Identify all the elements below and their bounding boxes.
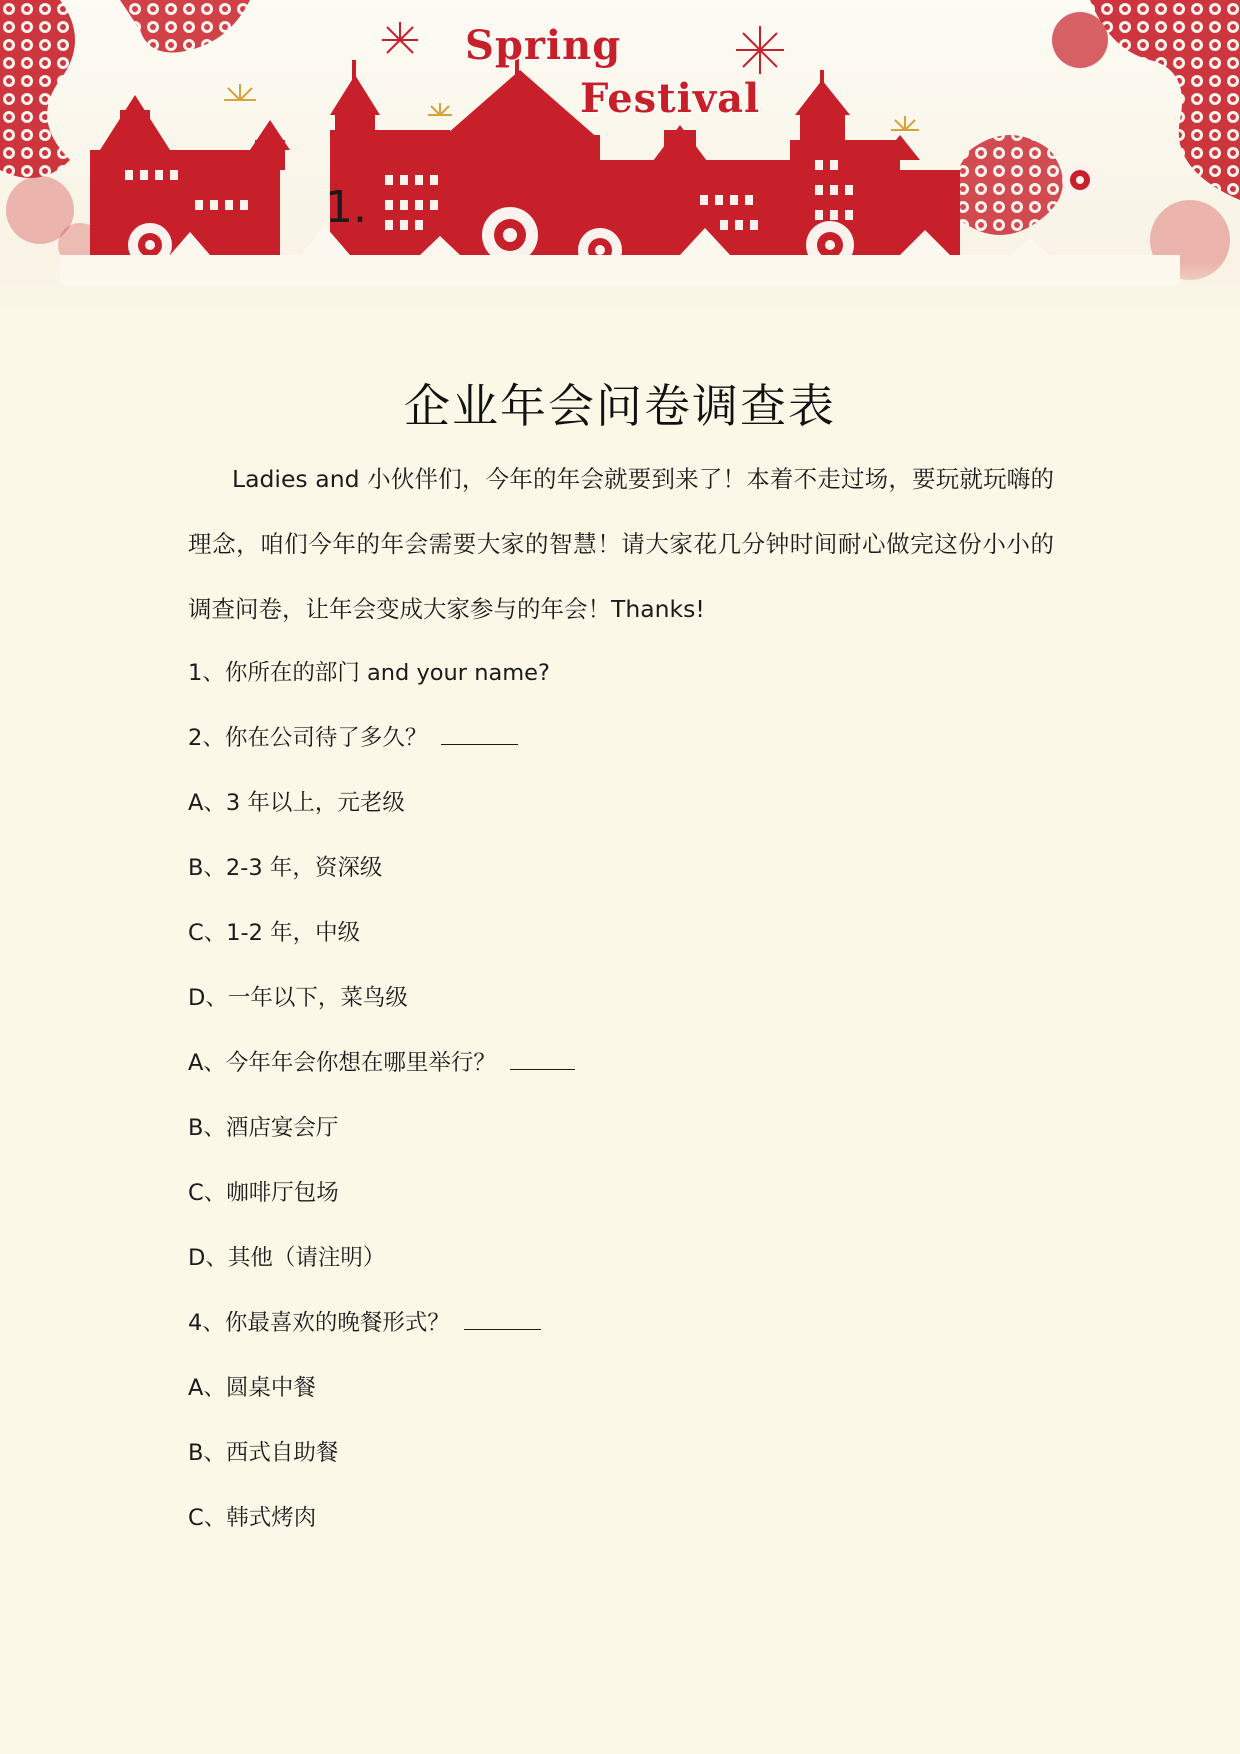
survey-line-text: 1、你所在的部门 and your name? [188, 660, 550, 686]
survey-line [188, 976, 1054, 1041]
survey-line-text: A、今年年会你想在哪里举行？ [188, 1050, 496, 1076]
answer-blank[interactable] [510, 1043, 575, 1070]
survey-line [188, 911, 1054, 976]
survey-line [188, 1106, 1054, 1171]
survey-line-text: C、1-2 年，中级 [188, 920, 361, 946]
survey-line-text: 2、你在公司待了多久？ [188, 725, 428, 751]
survey-line [188, 1236, 1054, 1301]
intro-paragraph: Ladies and 小伙伴们，今年的年会就要到来了！本着不走过场，要玩就玩嗨的理念，咱们今年的年会需要大家的智慧！请大家花几分钟时间耐心做完这份小小的调查问卷，让年会变成大家参与的年会！Thanks! [188, 465, 1054, 623]
survey-line [188, 1496, 1054, 1561]
survey-line-text: D、一年以下，菜鸟级 [188, 985, 408, 1011]
survey-line [188, 1041, 1054, 1106]
survey-line-text: A、圆桌中餐 [188, 1375, 316, 1401]
banner-title-spring: Spring [465, 22, 622, 69]
survey-question-list [188, 651, 1054, 1561]
banner-title-festival: Festival [580, 75, 761, 122]
survey-line [188, 1171, 1054, 1236]
answer-blank[interactable] [464, 1303, 541, 1330]
survey-line [188, 651, 1054, 716]
survey-line [188, 716, 1054, 781]
survey-line-text: C、咖啡厅包场 [188, 1180, 339, 1206]
survey-line [188, 1301, 1054, 1366]
survey-line-text: D、其他（请注明） [188, 1245, 386, 1271]
survey-line-text: B、酒店宴会厅 [188, 1115, 339, 1141]
banner-list-number: 1. [325, 182, 367, 233]
survey-line-text: B、西式自助餐 [188, 1440, 339, 1466]
survey-line [188, 781, 1054, 846]
answer-blank[interactable] [441, 718, 518, 745]
survey-line-text: B、2-3 年，资深级 [188, 855, 383, 881]
survey-line-text: A、3 年以上，元老级 [188, 790, 405, 816]
survey-line-text: C、韩式烤肉 [188, 1505, 317, 1531]
survey-line [188, 846, 1054, 911]
survey-line [188, 1431, 1054, 1496]
survey-line-text: 4、你最喜欢的晚餐形式？ [188, 1310, 450, 1336]
survey-line [188, 1366, 1054, 1431]
spring-festival-banner [0, 0, 1240, 312]
document-title: 企业年会问卷调查表 [404, 379, 836, 433]
